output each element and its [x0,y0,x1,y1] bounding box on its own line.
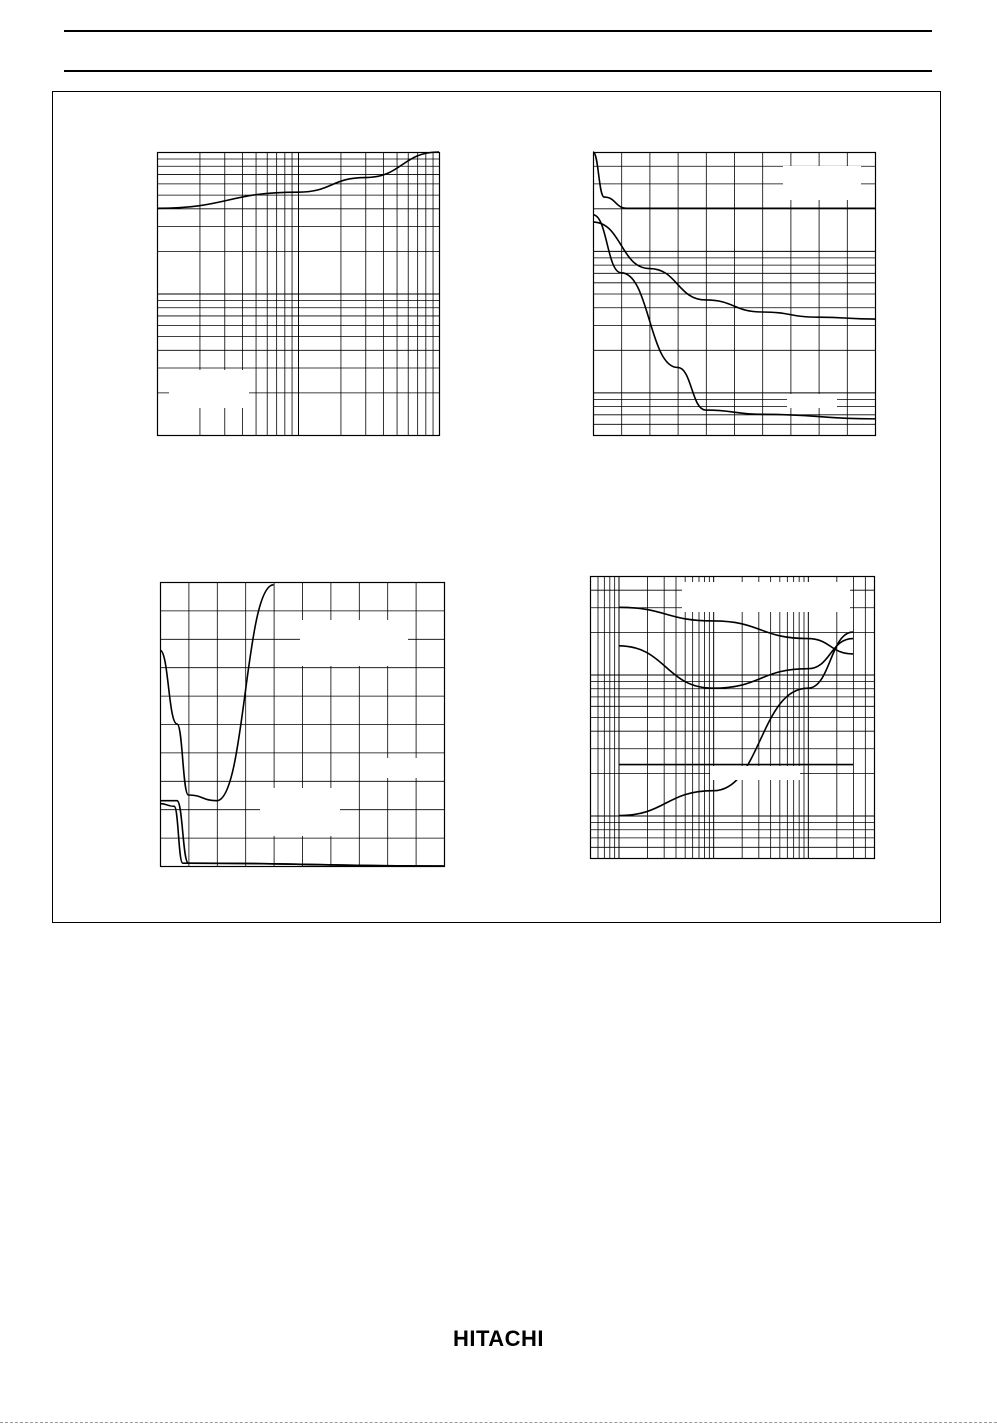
series-line-2 [618,639,853,689]
chart-2 [593,152,876,436]
series-line-1 [618,607,853,654]
annotation-area [169,370,249,408]
annotation-area [787,394,837,408]
series-line-3 [618,632,853,815]
header-rule-bottom [64,70,932,72]
annotation-area [260,788,340,836]
series-line-2 [593,222,875,319]
chart-1 [157,152,440,436]
chart-4 [590,576,875,859]
annotation-area [783,166,861,200]
annotation-area [682,582,850,612]
hitachi-logo: HITACHI [452,1326,545,1351]
chart-3 [160,582,445,867]
series-line-1 [160,585,274,801]
page-edge-line [0,1422,997,1423]
annotation-area [300,620,408,666]
grid [590,576,875,859]
annotation-area [368,758,440,778]
header-rule-top [64,30,932,32]
annotation-area [710,766,800,780]
